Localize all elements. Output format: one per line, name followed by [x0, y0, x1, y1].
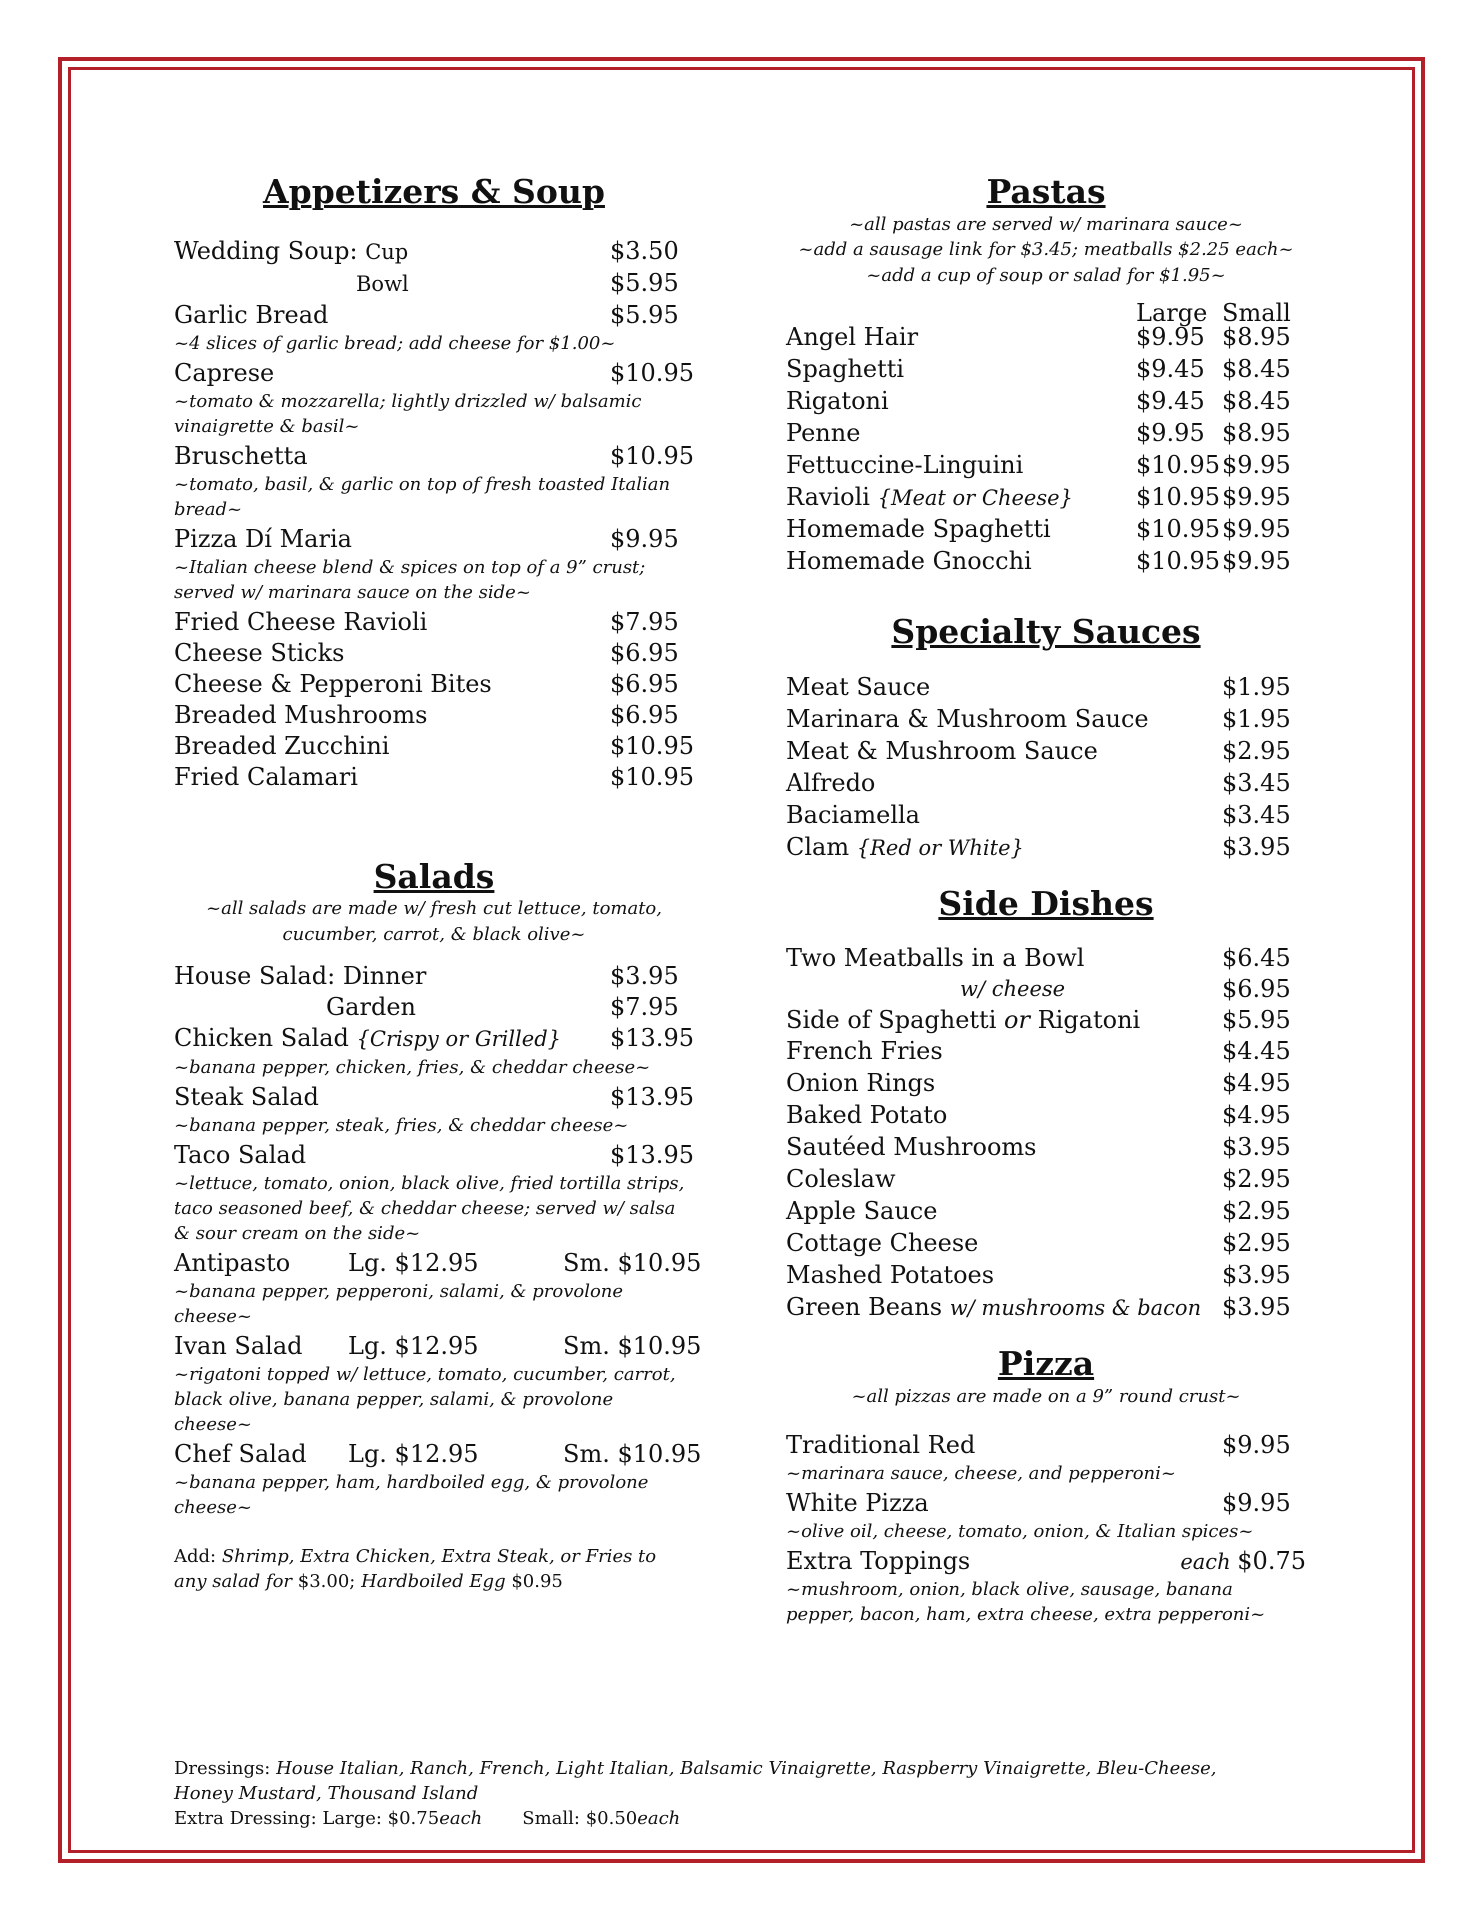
garden-label: Garden [326, 993, 416, 1022]
cheese-label: w/ cheese [960, 977, 1066, 1002]
item-name: Homemade Spaghetti [786, 515, 1051, 544]
item-name: Caprese [174, 358, 275, 387]
extra-large-price: $0.75 [387, 1808, 440, 1829]
item-price: $3.95 [1222, 1133, 1291, 1162]
menu-item-house-salad-garden [174, 992, 694, 1023]
item-price: $2.95 [1222, 1165, 1291, 1194]
menu-item [786, 514, 1306, 546]
or-word: or [1004, 1006, 1030, 1035]
item-name: Ravioli [786, 483, 878, 512]
menu-item [174, 607, 694, 638]
small-price: Sm. $10.95 [563, 1440, 702, 1469]
sides-heading: Side Dishes [938, 883, 1154, 923]
small-price: $9.95 [1222, 547, 1291, 576]
item-name: Breaded Mushrooms [174, 700, 428, 729]
sauce-list [786, 672, 1306, 864]
item-description: ~tomato, basil, & garlic on top of fresh toasted Italian bread~ [174, 473, 671, 520]
item-price: $4.95 [1222, 1069, 1291, 1098]
menu-item [786, 1132, 1306, 1164]
item-name: Two Meatballs in a Bowl [786, 944, 1085, 973]
sauces-heading: Specialty Sauces [891, 612, 1201, 652]
item-name: Chef Salad [174, 1440, 307, 1469]
item-name: Fried Cheese Ravioli [174, 607, 428, 636]
item-price: $3.45 [1222, 768, 1291, 797]
item-description: ~banana pepper, steak, fries, & cheddar cheese~ [174, 1115, 629, 1137]
small-price: $9.95 [1222, 515, 1291, 544]
right-column [786, 172, 1306, 1629]
col-large-label: Large [1136, 299, 1208, 328]
item-name: Traditional Red [786, 1430, 976, 1459]
menu-item [786, 832, 1306, 864]
menu-item-antipasto [174, 1248, 702, 1279]
item-price: $13.95 [610, 1083, 694, 1112]
item-description: ~banana pepper, chicken, fries, & cheddar cheese~ [174, 1057, 651, 1079]
item-name: Meat Sauce [786, 672, 931, 701]
item-name: Steak Salad [174, 1083, 319, 1112]
item-price: $4.95 [1222, 1101, 1291, 1130]
menu-item-garlic-bread [174, 300, 694, 331]
item-description: ~marinara sauce, cheese, and pepperoni~ [786, 1462, 1176, 1484]
menu-item [786, 1068, 1306, 1100]
item-name: Fried Calamari [174, 762, 358, 791]
large-price: Lg. $12.95 [348, 1332, 479, 1361]
item-name: Angel Hair [786, 323, 919, 352]
menu-item [174, 638, 694, 669]
menu-item-wedding-soup [174, 236, 694, 268]
large-price: $10.95 [1136, 547, 1220, 576]
menu-item-house-salad [174, 961, 694, 992]
item-price: $6.95 [610, 700, 679, 729]
menu-item [786, 768, 1306, 800]
dressings-line [174, 1756, 1274, 1806]
add-egg-price: $0.95 [511, 1571, 563, 1593]
item-price: $10.95 [610, 441, 694, 470]
large-price: $9.95 [1136, 323, 1205, 352]
large-price: $9.45 [1136, 355, 1205, 384]
item-price: $10.95 [610, 762, 694, 791]
menu-item-pizza-di-maria [174, 524, 694, 555]
menu-item-traditional-red [786, 1430, 1306, 1461]
item-price: $13.95 [610, 1141, 694, 1170]
item-name: Green Beans [786, 1293, 950, 1322]
menu-item [174, 762, 694, 793]
dinner-price: $3.95 [610, 962, 679, 991]
menu-item [786, 800, 1306, 832]
large-price: $9.45 [1136, 387, 1205, 416]
menu-item-chicken-salad [174, 1023, 694, 1055]
menu-item [786, 354, 1306, 386]
large-price: $10.95 [1136, 483, 1220, 512]
each-label: each [637, 1808, 681, 1829]
item-price: $6.95 [610, 638, 679, 667]
item-name: Rigatoni [786, 387, 889, 416]
salad-add-note [174, 1544, 694, 1596]
dinner-label: Dinner [342, 962, 427, 991]
menu-item [786, 1100, 1306, 1132]
small-price: $8.45 [1222, 355, 1291, 384]
small-price: Sm. $10.95 [563, 1332, 702, 1361]
item-price: $9.95 [1222, 1430, 1291, 1459]
menu-item [786, 736, 1306, 768]
item-price: $5.95 [1222, 1006, 1291, 1035]
item-name: Taco Salad [174, 1141, 307, 1170]
item-description: ~banana pepper, pepperoni, salami, & provolone cheese~ [174, 1281, 624, 1328]
item-description: ~banana pepper, ham, hardboiled egg, & provolone cheese~ [174, 1472, 649, 1519]
item-price: $5.95 [610, 300, 679, 329]
large-price: Lg. $12.95 [348, 1249, 479, 1278]
item-name: Cheese & Pepperoni Bites [174, 669, 492, 698]
menu-item [786, 322, 1306, 354]
item-name: Mashed Potatoes [786, 1261, 995, 1290]
menu-item [786, 546, 1306, 578]
large-price: $10.95 [1136, 515, 1220, 544]
item-name: Clam [786, 832, 857, 861]
menu-item-extra-toppings [786, 1546, 1306, 1577]
menu-item-chef-salad [174, 1439, 702, 1470]
item-price: $2.95 [1222, 736, 1291, 765]
item-price: $10.95 [610, 731, 694, 760]
item-description: ~Italian cheese blend & spices on top of a 9” crust; served w/ marinara sauce on the side~ [174, 556, 646, 603]
add-items: Shrimp, Extra Chicken, Extra Steak, or Fries to any salad for [174, 1546, 657, 1593]
item-name: Fettuccine-Linguini [786, 451, 1024, 480]
item-price: $7.95 [610, 607, 679, 636]
small-price: $8.95 [1222, 323, 1291, 352]
item-name: Cheese Sticks [174, 638, 345, 667]
pastas-heading: Pastas [986, 172, 1106, 211]
pastas-note-2: ~add a sausage link for $3.45; meatballs $2.25 each~ [798, 239, 1294, 261]
col-small-label: Small [1222, 299, 1291, 328]
item-price: $0.75 [1237, 1546, 1306, 1575]
extra-small-price: $0.50 [585, 1808, 638, 1829]
item-name: Apple Sauce [786, 1197, 938, 1226]
small-price: $8.95 [1222, 419, 1291, 448]
menu-item-bruschetta [174, 441, 694, 472]
pizza-note: ~all pizzas are made on a 9” round crust~ [851, 1386, 1241, 1408]
dressings-list: House Italian, Ranch, French, Light Italian, Balsamic Vinaigrette, Raspberry Vinaigrette, Bleu-Cheese, Honey Mustard, Thousand Island [174, 1758, 1217, 1804]
menu-item [786, 418, 1306, 450]
menu-item-side-pasta [786, 1005, 1306, 1036]
item-price: $4.45 [1222, 1037, 1291, 1066]
item-name: Ivan Salad [174, 1332, 303, 1361]
item-name: Antipasto [174, 1249, 291, 1278]
small-price: $9.95 [1222, 483, 1291, 512]
each-label: each [439, 1808, 483, 1829]
item-name: Sautéed Mushrooms [786, 1133, 1037, 1162]
menu-item-meatballs-cheese [786, 974, 1306, 1005]
item-name: Extra Toppings [786, 1546, 971, 1575]
item-price: $2.95 [1222, 1197, 1291, 1226]
item-name: Side of Spaghetti [786, 1006, 1005, 1035]
menu-item-meatballs [786, 943, 1306, 974]
small-label: Small: [522, 1808, 586, 1829]
item-name: Alfredo [786, 768, 876, 797]
item-price: $1.95 [1222, 704, 1291, 733]
item-name: Coleslaw [786, 1165, 896, 1194]
dressings-footer [174, 1756, 1274, 1831]
menu-item [786, 1228, 1306, 1260]
menu-item-ivan-salad [174, 1331, 702, 1362]
item-name: French Fries [786, 1037, 943, 1066]
small-price: $9.95 [1222, 451, 1291, 480]
menu-item [786, 450, 1306, 482]
salads-heading: Salads [373, 856, 495, 896]
item-name: White Pizza [786, 1488, 929, 1517]
item-description: ~4 slices of garlic bread; add cheese for $1.00~ [174, 332, 616, 354]
large-price: Lg. $12.95 [348, 1440, 479, 1469]
item-name: Breaded Zucchini [174, 731, 390, 760]
menu-item [786, 1292, 1306, 1324]
menu-item-steak-salad [174, 1082, 694, 1113]
large-price: $10.95 [1136, 451, 1220, 480]
menu-item [786, 704, 1306, 736]
small-price: $8.45 [1222, 387, 1291, 416]
item-name: Bruschetta [174, 441, 308, 470]
menu-item-taco-salad [174, 1140, 694, 1171]
bowl-price: $5.95 [610, 268, 679, 297]
bowl-label: Bowl [356, 271, 409, 296]
item-option: {Red or White} [856, 835, 1024, 860]
left-column [174, 172, 702, 1596]
appetizers-heading: Appetizers & Soup [263, 172, 605, 211]
menu-item-wedding-soup-bowl [174, 268, 694, 300]
pasta-list [786, 322, 1306, 578]
garden-price: $7.95 [610, 993, 679, 1022]
item-name: Homemade Gnocchi [786, 547, 1032, 576]
pizza-heading: Pizza [997, 1344, 1095, 1384]
menu-item [786, 1196, 1306, 1228]
item-description: ~rigatoni topped w/ lettuce, tomato, cucumber, carrot, black olive, banana pepper, salami, & provolone cheese~ [174, 1364, 676, 1436]
side-list [786, 1036, 1306, 1324]
menu-item [174, 700, 694, 731]
small-price: Sm. $10.95 [563, 1249, 702, 1278]
menu-item [786, 482, 1306, 514]
item-name: Meat & Mushroom Sauce [786, 736, 1098, 765]
item-name: Marinara & Mushroom Sauce [786, 704, 1149, 733]
item-description: ~lettuce, tomato, onion, black olive, fried tortilla strips, taco seasoned beef, & cheddar cheese; served w/ salsa & sour cream on the side~ [174, 1173, 685, 1245]
item-price: $2.95 [1222, 1229, 1291, 1258]
menu-item [786, 672, 1306, 704]
menu-item [786, 1036, 1306, 1068]
menu-item-white-pizza [786, 1488, 1306, 1519]
item-name: Baciamella [786, 800, 920, 829]
item-price: $3.95 [1222, 1261, 1291, 1290]
item-name: Wedding Soup: [174, 236, 358, 265]
item-price: $10.95 [610, 358, 694, 387]
item-name: Pizza Dí Maria [174, 524, 352, 553]
item-option: {Meat or Cheese} [877, 486, 1073, 511]
item-price: $6.45 [1222, 944, 1291, 973]
item-name: Onion Rings [786, 1069, 936, 1098]
each-label: each [1180, 1549, 1238, 1574]
item-price: $9.95 [610, 524, 679, 553]
dressings-label: Dressings: [174, 1758, 277, 1779]
item-name-2: Rigatoni [1029, 1006, 1141, 1035]
menu-item [174, 731, 694, 762]
pastas-note-3: ~add a cup of soup or salad for $1.95~ [866, 264, 1226, 286]
item-name: Cottage Cheese [786, 1229, 979, 1258]
menu-item [174, 669, 694, 700]
item-description: ~mushroom, onion, black olive, sausage, banana pepper, bacon, ham, extra cheese, extra pepperoni~ [786, 1578, 1266, 1625]
extra-dressing-line [174, 1806, 1274, 1831]
item-name: Penne [786, 419, 861, 448]
cheese-price: $6.95 [1222, 975, 1291, 1004]
extra-dressing-label: Extra Dressing: Large: [174, 1808, 388, 1829]
large-price: $9.95 [1136, 419, 1205, 448]
item-name: Baked Potato [786, 1101, 948, 1130]
item-description: ~olive oil, cheese, tomato, onion, & Italian spices~ [786, 1520, 1254, 1542]
item-price: $13.95 [610, 1024, 694, 1053]
item-option: {Crispy or Grilled} [356, 1027, 562, 1052]
salads-note: ~all salads are made w/ fresh cut lettuce, tomato, cucumber, carrot, & black olive~ [206, 898, 662, 945]
item-price: $9.95 [1222, 1488, 1291, 1517]
menu-item-caprese [174, 358, 694, 389]
item-name: House Salad: [174, 962, 336, 991]
cup-label: Cup [365, 239, 409, 264]
item-name: Garlic Bread [174, 300, 329, 329]
item-price: $3.45 [1222, 800, 1291, 829]
add-egg: Hardboiled Egg [361, 1571, 512, 1593]
appetizer-simple-list [174, 607, 694, 793]
menu-item [786, 1164, 1306, 1196]
item-option: w/ mushrooms & bacon [949, 1296, 1202, 1321]
cup-price: $3.50 [610, 236, 679, 265]
add-prefix: Add: [174, 1546, 222, 1568]
item-price: $6.95 [610, 669, 679, 698]
item-name: Spaghetti [786, 355, 905, 384]
item-price: $3.95 [1222, 1293, 1291, 1322]
item-price: $1.95 [1222, 672, 1291, 701]
menu-item [786, 386, 1306, 418]
menu-item [786, 1260, 1306, 1292]
item-description: ~tomato & mozzarella; lightly drizzled w/ balsamic vinaigrette & basil~ [174, 390, 642, 437]
pastas-note-1: ~all pastas are served w/ marinara sauce~ [849, 213, 1243, 235]
add-price: $3.00; [297, 1571, 362, 1593]
item-price: $3.95 [1222, 832, 1291, 861]
item-name: Chicken Salad [174, 1024, 349, 1053]
